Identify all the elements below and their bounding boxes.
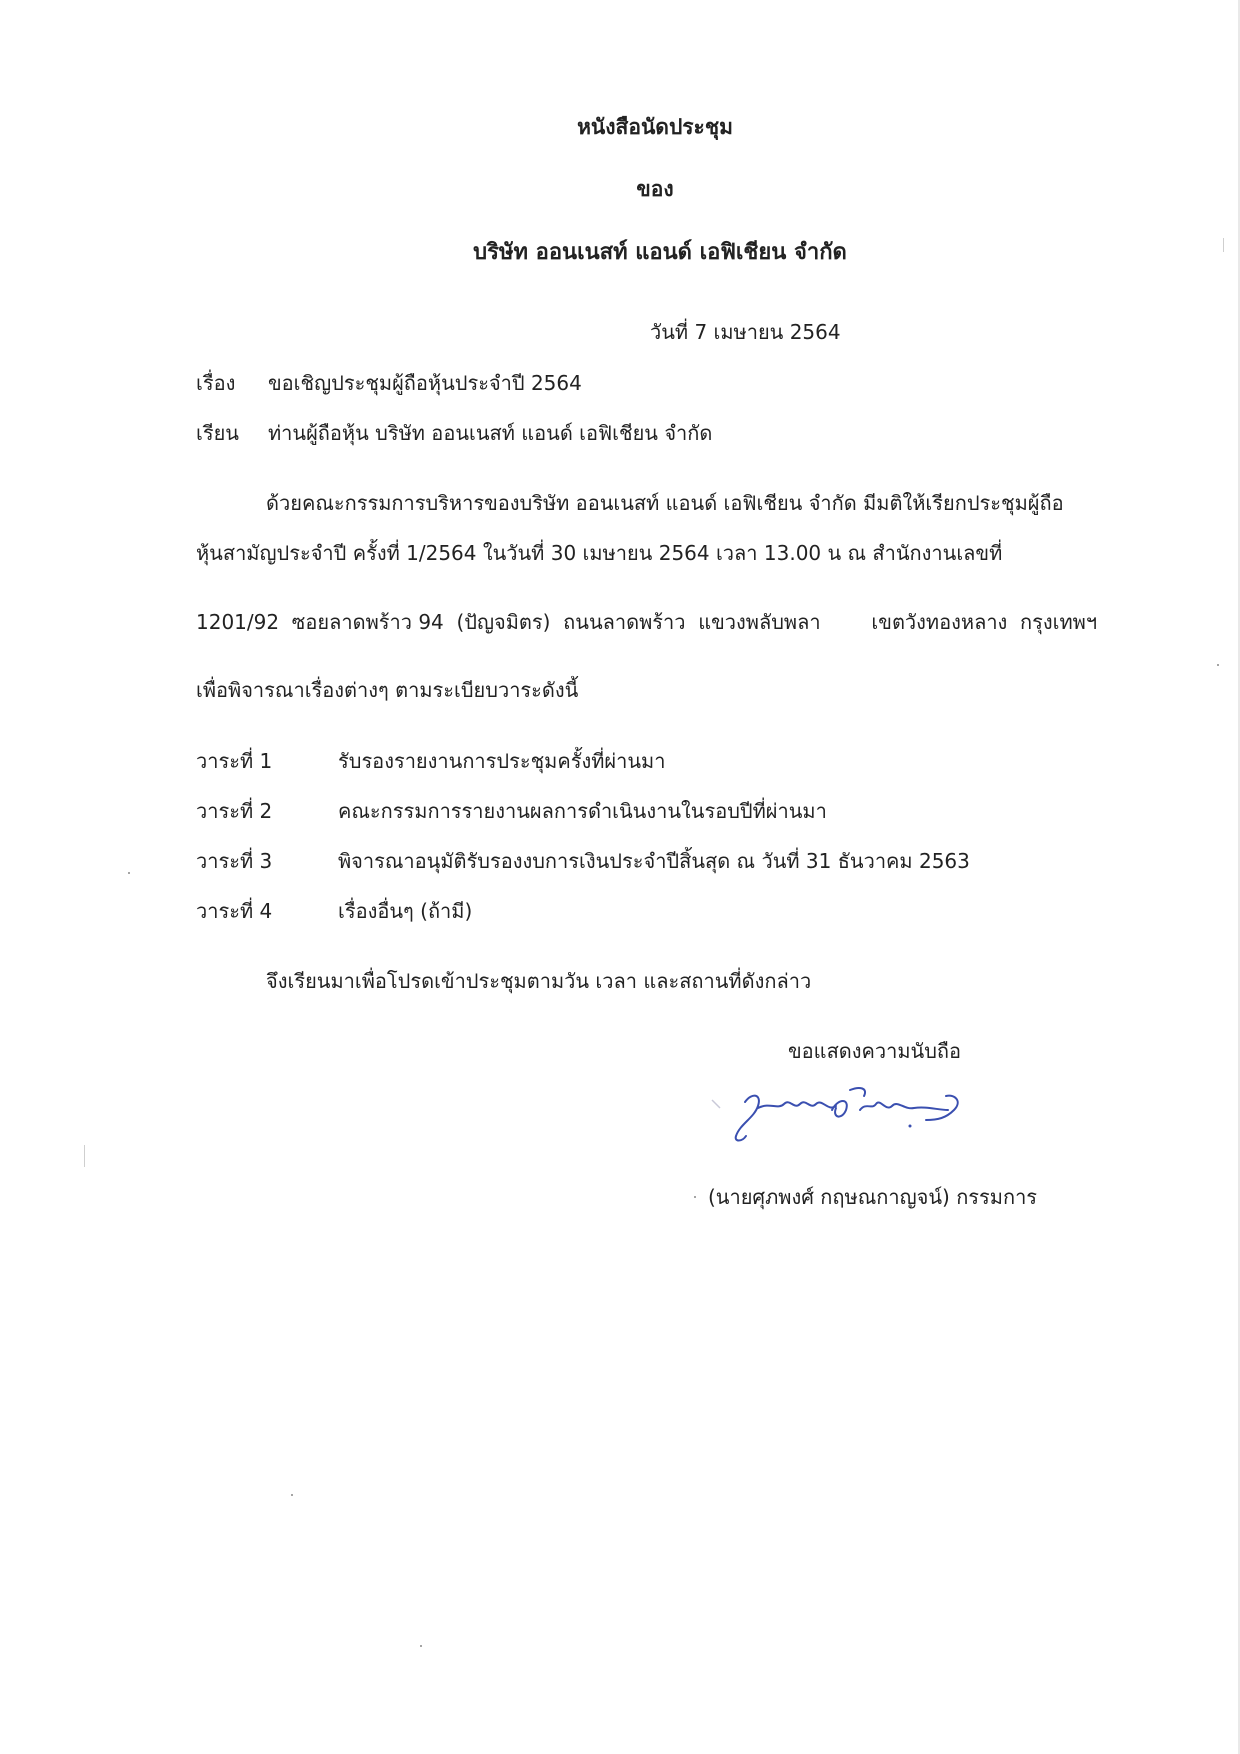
scan-speck: [291, 1494, 293, 1496]
agenda-text-1: รับรองรายงานการประชุมครั้งที่ผ่านมา: [338, 749, 666, 773]
body-line-4: เพื่อพิจารณาเรื่องต่างๆ ตามระเบียบวาระดังนี้: [196, 678, 579, 702]
agenda-label-4: วาระที่ 4: [196, 899, 273, 923]
subject-text: ขอเชิญประชุมผู้ถือหุ้นประจำปี 2564: [268, 371, 582, 395]
signatory-text: (นายศุภพงศ์ กฤษณกาญจน์) กรรมการ: [708, 1185, 1038, 1209]
scan-mark: [1223, 238, 1224, 252]
body-line-3: 1201/92 ซอยลาดพร้าว 94 (ปัญจมิตร) ถนนลาดพร้าว แขวงพลับพลา เขตวังทองหลาง กรุงเทพฯ: [196, 610, 1098, 634]
letter-date: วันที่ 7 เมษายน 2564: [650, 320, 841, 344]
closing-text: จึงเรียนมาเพื่อโปรดเข้าประชุมตามวัน เวลา และสถานที่ดังกล่าว: [266, 969, 812, 993]
scan-speck: [420, 1645, 422, 1647]
agenda-text-3: พิจารณาอนุมัติรับรองงบการเงินประจำปีสิ้นสุด ณ วันที่ 31 ธันวาคม 2563: [338, 849, 970, 873]
company-name: บริษัท ออนเนสท์ แอนด์ เอฟิเชียน จำกัด: [473, 240, 847, 265]
agenda-label-3: วาระที่ 3: [196, 849, 273, 873]
document-of: ของ: [636, 177, 674, 201]
regards-text: ขอแสดงความนับถือ: [788, 1039, 962, 1063]
agenda-text-4: เรื่องอื่นๆ (ถ้ามี): [338, 899, 473, 923]
scan-speck: [694, 1196, 696, 1198]
scan-speck: [128, 872, 130, 874]
agenda-text-2: คณะกรรมการรายงานผลการดำเนินงานในรอบปีที่ผ่านมา: [338, 799, 827, 823]
document-title: หนังสือนัดประชุม: [577, 115, 733, 139]
body-line-2: หุ้นสามัญประจำปี ครั้งที่ 1/2564 ในวันที่ 30 เมษายน 2564 เวลา 13.00 น ณ สำนักงานเลขที่: [196, 541, 1003, 565]
recipient-text: ท่านผู้ถือหุ้น บริษัท ออนเนสท์ แอนด์ เอฟิเชียน จำกัด: [268, 421, 713, 445]
body-line-1: ด้วยคณะกรรมการบริหารของบริษัท ออนเนสท์ แอนด์ เอฟิเชียน จำกัด มีมติให้เรียกประชุมผู้ถือ: [266, 491, 1064, 515]
recipient-label: เรียน: [196, 421, 239, 445]
signature-image: [700, 1080, 1000, 1160]
scan-mark: [84, 1145, 85, 1167]
agenda-label-1: วาระที่ 1: [196, 749, 273, 773]
agenda-label-2: วาระที่ 2: [196, 799, 273, 823]
subject-label: เรื่อง: [196, 371, 236, 395]
scan-speck: [1217, 664, 1219, 666]
